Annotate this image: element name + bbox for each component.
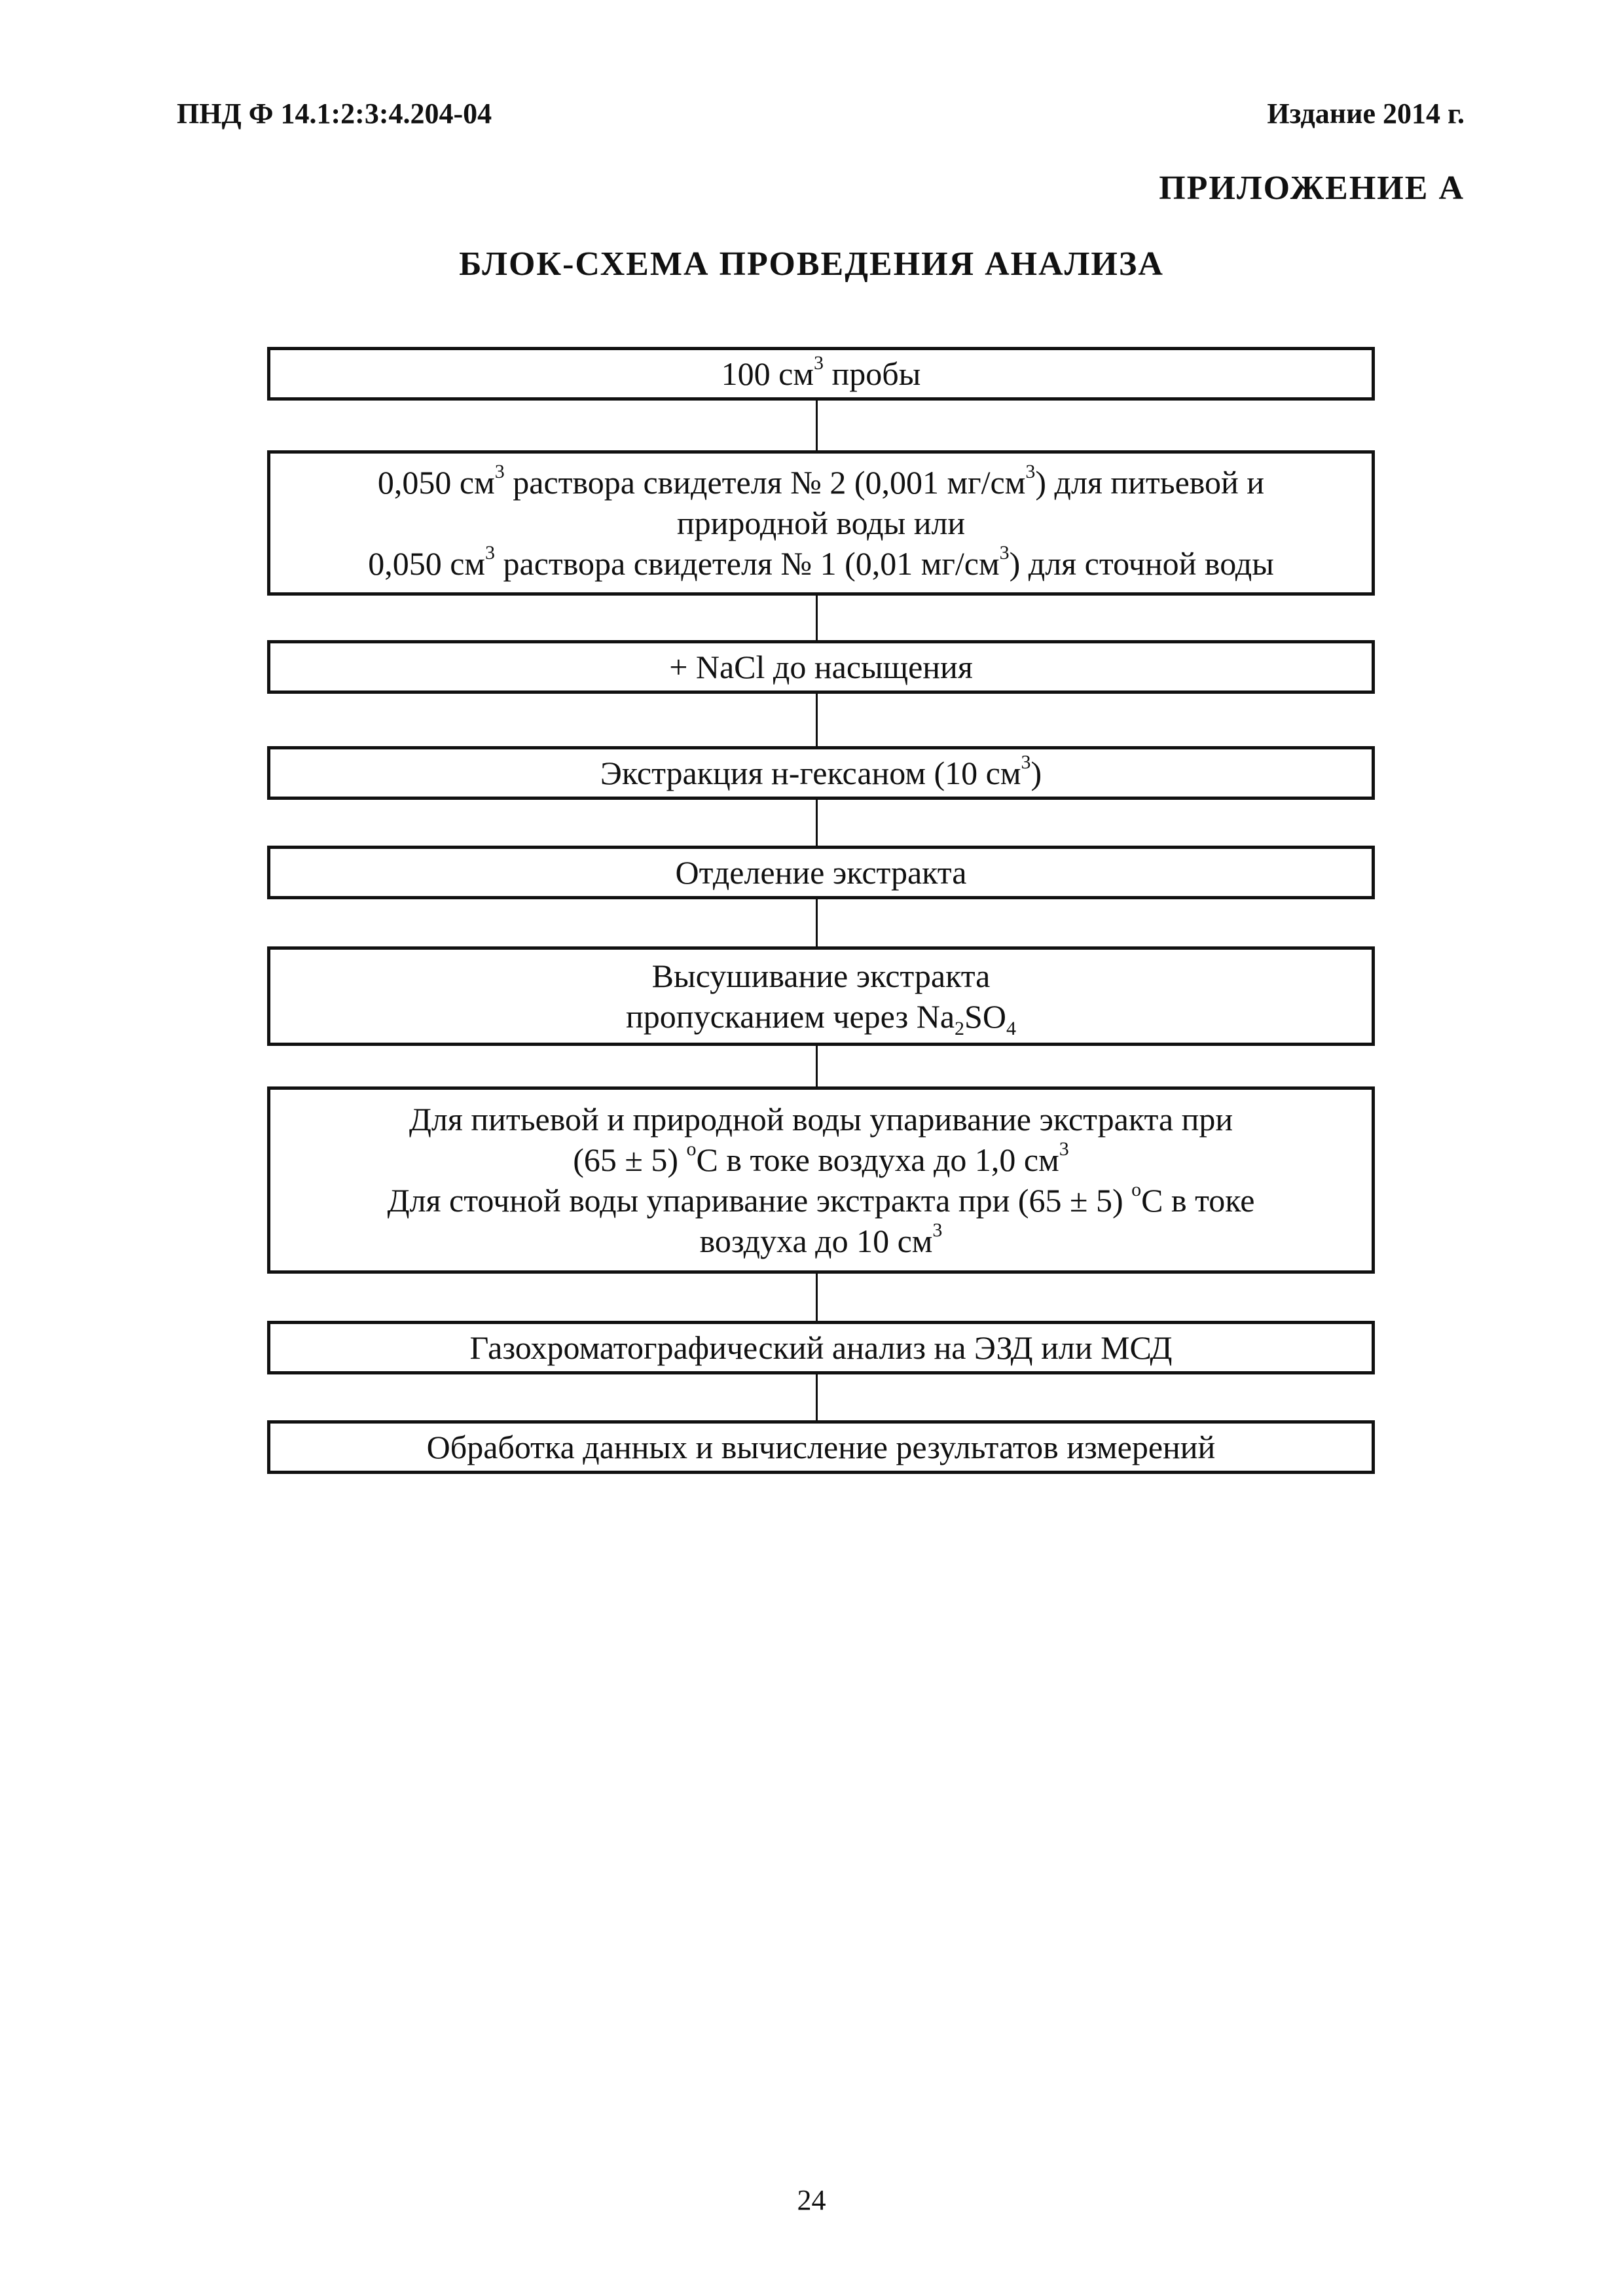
step-evaporation-line	[387, 1139, 1254, 1180]
appendix-label: ПРИЛОЖЕНИЕ А	[1159, 170, 1465, 207]
step-witness-solution-text: 0,050 см	[377, 464, 495, 501]
edition-label: Издание 2014 г.	[1267, 98, 1465, 130]
step-drying-text: пропусканием через Na	[626, 998, 955, 1035]
page-number: 24	[797, 2184, 826, 2216]
step-drying-text: 4	[1006, 1018, 1016, 1039]
step-evaporation-text: o	[686, 1138, 697, 1160]
connector-line	[816, 1274, 818, 1321]
step-extraction-text: 3	[1021, 751, 1031, 774]
step-sample-text: 3	[814, 352, 824, 374]
step-separation-box	[267, 846, 1375, 899]
connector-line	[816, 596, 818, 640]
step-witness-solution-line	[368, 543, 1274, 584]
step-evaporation-line	[387, 1180, 1254, 1221]
step-extraction-line	[600, 753, 1042, 793]
connector-line	[816, 694, 818, 746]
step-evaporation-text: o	[1131, 1179, 1142, 1201]
step-witness-solution-text: 3	[1025, 461, 1036, 483]
step-data-processing-text: Обработка данных и вычисление результатов измерений	[426, 1429, 1216, 1465]
step-sample-line	[721, 353, 921, 394]
step-evaporation-text: С в токе	[1141, 1182, 1255, 1219]
step-evaporation-box	[267, 1086, 1375, 1274]
step-nacl-box	[267, 640, 1375, 694]
connector-line	[816, 800, 818, 846]
step-nacl-text: + NaCl до насыщения	[669, 649, 973, 685]
step-witness-solution-line	[368, 503, 1274, 543]
step-evaporation-text: 3	[932, 1219, 943, 1242]
step-sample-box	[267, 347, 1375, 401]
step-separation-text: Отделение экстракта	[675, 854, 967, 891]
connector-line	[816, 899, 818, 946]
step-extraction-text: )	[1030, 755, 1042, 791]
flowchart-title: БЛОК-СХЕМА ПРОВЕДЕНИЯ АНАЛИЗА	[459, 245, 1164, 283]
step-drying-box	[267, 946, 1375, 1046]
step-separation-line	[676, 852, 967, 893]
step-gc-analysis-line	[469, 1327, 1172, 1368]
step-sample-text: 100 см	[721, 355, 814, 392]
step-gc-analysis-text: Газохроматографический анализ на ЭЗД или МСД	[469, 1329, 1173, 1366]
step-gc-analysis-box	[267, 1321, 1375, 1374]
step-witness-solution-line	[368, 462, 1274, 503]
step-extraction-text: Экстракция н-гексаном (10 см	[600, 755, 1021, 791]
step-evaporation-text: Для питьевой и природной воды упаривание экстракта при	[409, 1101, 1233, 1138]
document-code: ПНД Ф 14.1:2:3:4.204-04	[177, 98, 492, 130]
step-witness-solution-text: 3	[485, 542, 496, 564]
step-witness-solution-text: раствора свидетеля № 2 (0,001 мг/см	[504, 464, 1026, 501]
step-drying-text: Высушивание экстракта	[651, 958, 991, 994]
step-evaporation-text: (65 ± 5)	[573, 1141, 687, 1178]
step-extraction-box	[267, 746, 1375, 800]
step-drying-line	[626, 956, 1016, 996]
step-sample-text: пробы	[824, 355, 921, 392]
step-drying-text: SO	[964, 998, 1006, 1035]
step-data-processing-line	[427, 1427, 1216, 1467]
step-nacl-line	[669, 647, 973, 687]
step-data-processing-box	[267, 1420, 1375, 1474]
step-drying-text: 2	[955, 1018, 965, 1039]
step-witness-solution-text: природной воды или	[676, 505, 966, 541]
step-witness-solution-text: раствора свидетеля № 1 (0,01 мг/см	[495, 545, 1000, 582]
step-evaporation-text: С в токе воздуха до 1,0 см	[696, 1141, 1059, 1178]
step-witness-solution-box	[267, 450, 1375, 596]
step-evaporation-text: 3	[1059, 1138, 1069, 1160]
step-witness-solution-text: 0,050 см	[368, 545, 486, 582]
step-drying-line	[626, 996, 1016, 1037]
step-evaporation-text: воздуха до 10 см	[699, 1223, 933, 1259]
step-witness-solution-text: ) для сточной воды	[1009, 545, 1274, 582]
connector-line	[816, 1046, 818, 1086]
step-witness-solution-text: 3	[494, 461, 505, 483]
connector-line	[816, 1374, 818, 1420]
step-witness-solution-text: ) для питьевой и	[1035, 464, 1265, 501]
step-evaporation-line	[387, 1099, 1254, 1139]
step-witness-solution-text: 3	[999, 542, 1010, 564]
step-evaporation-line	[387, 1221, 1254, 1261]
connector-line	[816, 401, 818, 450]
step-evaporation-text: Для сточной воды упаривание экстракта при (65 ± 5)	[387, 1182, 1132, 1219]
